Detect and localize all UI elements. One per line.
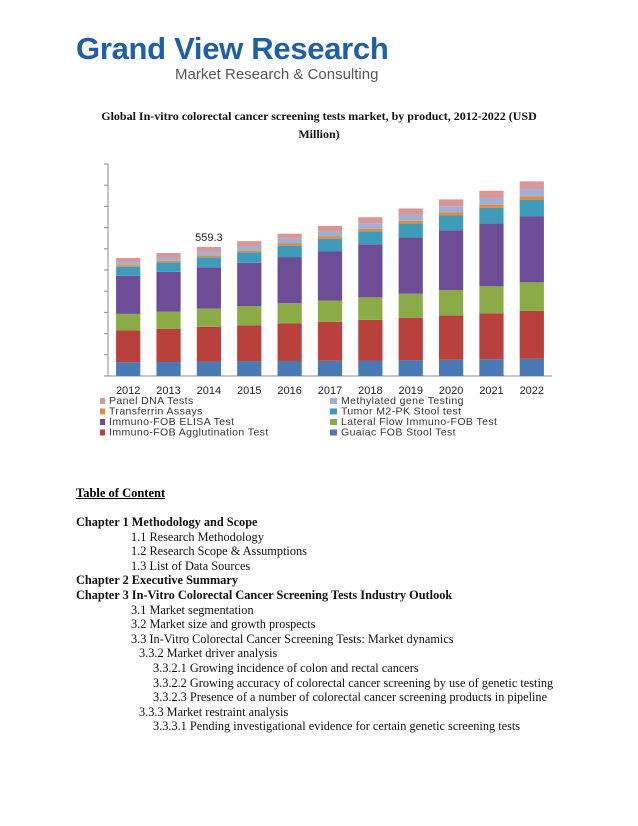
stacked-bar-chart (100, 160, 560, 445)
bar-segment (116, 265, 140, 267)
bar-segment (399, 238, 423, 294)
bar-segment (116, 362, 140, 376)
toc-item: 1.2 Research Scope & Assumptions (131, 544, 307, 559)
bar-segment (479, 198, 503, 205)
x-tick-label: 2018 (358, 385, 383, 397)
bar-segment (156, 253, 180, 257)
logo-subtitle: Market Research & Consulting (175, 66, 379, 83)
toc-item: 3.3.2.3 Presence of a number of colorectal cancer screening products in pipeline (153, 690, 548, 705)
bar-segment (358, 217, 382, 223)
legend-entry: Immuno-FOB ELISA Test (109, 416, 235, 428)
bar-segment (116, 330, 140, 362)
toc-chapter: Chapter 2 Executive Summary (76, 573, 239, 588)
x-tick-label: 2019 (398, 385, 423, 397)
legend-entry: Guaiac FOB Stool Test (341, 426, 457, 439)
bar-segment (278, 323, 302, 361)
bar-segment (358, 361, 382, 376)
bar-segment (318, 361, 342, 376)
bar-segment (358, 297, 382, 319)
x-tick-label: 2017 (317, 385, 343, 397)
bar-segment (439, 290, 463, 315)
legend-entry: Transferrin Assays (109, 405, 203, 418)
toc-item: 3.3 In-Vitro Colorectal Cancer Screening Tests: Market dynamics (131, 631, 454, 646)
toc-item: 1.3 List of Data Sources (131, 558, 251, 573)
bar-segment (318, 226, 342, 232)
bar-segment (197, 327, 221, 362)
bar-segment (278, 239, 302, 244)
bar-segment (237, 252, 261, 263)
table-of-contents (76, 515, 553, 734)
bar-segment (520, 181, 544, 189)
legend-swatch (330, 409, 337, 415)
bar-segment (439, 206, 463, 212)
bar-segment (237, 250, 261, 252)
bar-segment (197, 309, 221, 327)
bar-segment (520, 200, 544, 217)
bar-segment (237, 306, 261, 325)
bar-segment (278, 246, 302, 257)
bar-segment (278, 234, 302, 239)
bar-segment (278, 244, 302, 246)
bar-segment (237, 263, 261, 306)
bar-segment (116, 262, 140, 265)
bar-segment (439, 216, 463, 231)
bar-segment (156, 362, 180, 376)
bar-segment (116, 258, 140, 262)
bar-segment (399, 318, 423, 360)
toc-item: 1.1 Research Methodology (131, 529, 264, 544)
toc-item: 3.1 Market segmentation (131, 602, 254, 617)
bar-segment (156, 329, 180, 362)
bar-segment (479, 286, 503, 313)
toc-item: 3.3.3 Market restraint analysis (139, 704, 289, 719)
toc-chapter: Chapter 1 Methodology and Scope (76, 515, 258, 529)
bar-segment (399, 221, 423, 224)
bar-segment (399, 294, 423, 318)
bar-segment (237, 241, 261, 246)
bar-segment (237, 246, 261, 250)
bar-segment (318, 237, 342, 239)
bar-segment (197, 252, 221, 256)
bar-segment (116, 314, 140, 331)
x-tick-label: 2014 (196, 385, 222, 397)
x-tick-label: 2012 (115, 385, 141, 397)
legend-entry: Tumor M2-PK Stool test (341, 405, 462, 418)
bar-segment (318, 251, 342, 300)
bar-segment (318, 322, 342, 361)
toc-item: 3.3.2.1 Growing incidence of colon and rectal cancers (153, 660, 419, 675)
bar-segment (156, 312, 180, 329)
legend-entry: Panel DNA Tests (109, 395, 194, 407)
legend-swatch (330, 419, 337, 425)
bar-segment (237, 325, 261, 361)
logo-title: Grand View Research (76, 31, 389, 66)
toc-item: 3.2 Market size and growth prospects (131, 617, 316, 632)
bar-segment (439, 230, 463, 290)
bar-segment (399, 224, 423, 238)
bar-segment (399, 215, 423, 221)
bar-segment (197, 362, 221, 376)
toc-item: 3.3.2 Market driver analysis (139, 646, 278, 661)
bar-segment (479, 208, 503, 224)
logo (76, 32, 389, 84)
bar-segment (156, 263, 180, 272)
bar-segment (439, 316, 463, 360)
bar-segment (399, 360, 423, 376)
bar-segment (520, 196, 544, 199)
bar-segment (156, 272, 180, 312)
legend-swatch (100, 409, 105, 415)
bar-segment (237, 361, 261, 376)
bar-segment (439, 213, 463, 216)
bar-segment (479, 205, 503, 208)
legend-entry: Methylated gene Testing (341, 395, 464, 407)
bar-segment (479, 224, 503, 287)
bar-segment (318, 231, 342, 236)
chart-title: Global In-vitro colorectal cancer screening tests market, by product, 2012-2022 (USD Million) (101, 109, 537, 141)
bar-segment (520, 189, 544, 196)
bar-segment (479, 359, 503, 376)
bar-segment (278, 303, 302, 323)
toc-chapter: Chapter 3 In-Vitro Colorectal Cancer Screening Tests Industry Outlook (76, 587, 453, 602)
bar-segment (358, 223, 382, 229)
legend-swatch (330, 430, 337, 436)
x-tick-label: 2021 (479, 385, 504, 397)
bar-segment (278, 257, 302, 303)
bar-segment (156, 261, 180, 263)
bar-segment (318, 301, 342, 322)
data-label: 559.3 (195, 231, 223, 244)
bar-segment (358, 320, 382, 361)
bar-segment (520, 282, 544, 311)
bar-segment (399, 209, 423, 215)
bar-segment (197, 267, 221, 308)
bar-segment (520, 216, 544, 282)
legend-swatch (100, 398, 105, 404)
bar-segment (116, 276, 140, 314)
bar-segment (278, 361, 302, 376)
legend-swatch (330, 398, 337, 404)
bar-segment (479, 191, 503, 198)
bar-segment (520, 359, 544, 376)
bar-segment (358, 229, 382, 232)
bar-segment (439, 360, 463, 376)
legend-entry: Immuno-FOB Agglutination Test (109, 426, 269, 439)
bar-segment (358, 231, 382, 244)
x-tick-label: 2016 (277, 385, 302, 397)
bar-segment (197, 257, 221, 267)
bar-segment (156, 257, 180, 260)
legend-swatch (100, 430, 105, 436)
toc-item: 3.3.2.2 Growing accuracy of colorectal cancer screening by use of genetic testing (153, 675, 554, 690)
bar-segment (439, 199, 463, 206)
bar-segment (318, 239, 342, 251)
bar-segment (520, 311, 544, 359)
toc-item: 3.3.3.1 Pending investigational evidence for certain genetic screening tests (153, 719, 521, 734)
bar-segment (479, 313, 503, 359)
x-tick-label: 2013 (156, 385, 181, 397)
bar-segment (197, 255, 221, 257)
legend-swatch (100, 419, 105, 425)
legend-entry: Lateral Flow Immuno-FOB Test (341, 416, 498, 428)
x-tick-label: 2022 (519, 385, 545, 397)
x-tick-label: 2015 (237, 385, 262, 397)
bar-segment (197, 247, 221, 252)
bar-segment (116, 267, 140, 276)
x-tick-label: 2020 (438, 385, 464, 397)
toc-heading: Table of Content (76, 486, 166, 500)
bar-segment (358, 244, 382, 297)
